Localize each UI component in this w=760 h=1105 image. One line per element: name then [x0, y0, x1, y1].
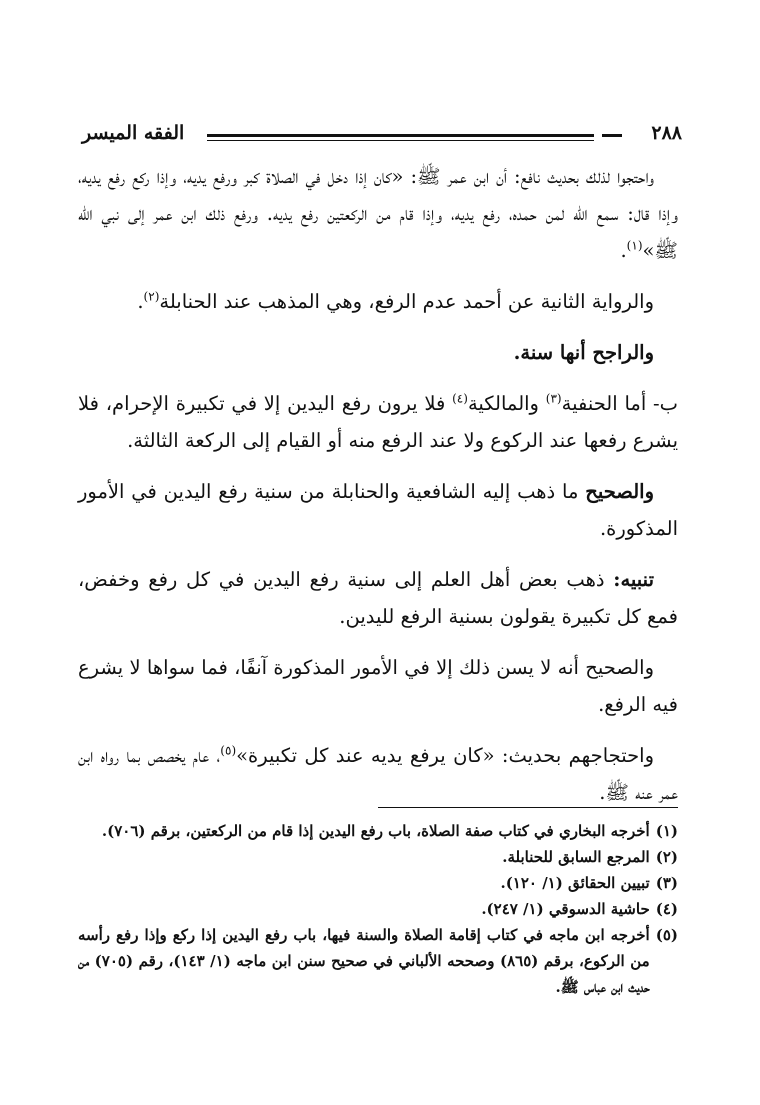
paragraph-8-a: واحتجاجهم بحديث: «كان يرفع يديه عند كل تكبيرة» — [236, 744, 654, 767]
header-dash — [602, 134, 622, 137]
paragraph-6-rest: ذهب بعض أهل العلم إلى سنية رفع اليدين في كل رفع وخفض، فمع كل تكبيرة يقولون بسنية الرفع لليدين. — [78, 568, 678, 628]
footnote-ref-1: (١) — [626, 238, 643, 253]
footnote-2 — [78, 844, 678, 870]
paragraph-5-bold: والصحيح — [585, 480, 654, 503]
paragraph-1-end: . — [620, 239, 627, 262]
footnote-rule — [378, 807, 678, 808]
footnote-ref-3: (٣) — [545, 391, 562, 406]
footnote-text: حاشية الدسوقي (١/ ٢٤٧). — [481, 900, 650, 918]
paragraph-2 — [78, 283, 678, 320]
footnotes — [78, 818, 678, 1000]
header-rule — [207, 134, 594, 137]
paragraph-8 — [78, 737, 678, 811]
footnote-text: أخرجه البخاري في كتاب صفة الصلاة، باب رفع اليدين إذا قام من الركعتين، برقم (٧٠٦). — [101, 822, 650, 840]
book-title: الفقه الميسر — [82, 122, 185, 144]
footnote-ref-5: (٥) — [220, 743, 237, 758]
paragraph-2-text: والرواية الثانية عن أحمد عدم الرفع، وهي المذهب عند الحنابلة — [159, 290, 654, 313]
paragraph-3: والراجح أنها سنة. — [513, 341, 654, 364]
footnote-number: (٥) — [655, 926, 678, 944]
footnote-number: (٣) — [655, 874, 678, 892]
footnote-number: (١) — [655, 822, 678, 840]
footnote-text: أخرجه ابن ماجه في كتاب إقامة الصلاة والسنة فيها، باب رفع اليدين إذا ركع وإذا رفع رأسه من الركوع، برقم (٨٦٥) وصححه الألباني في صحيح سنن ابن ماجه (١/ ١٤٣)، رقم (٧٠٥) من حديث ابن عباس ﷺ. — [78, 926, 650, 996]
footnote-number: (٢) — [655, 848, 678, 866]
footnote-ref-2: (٢) — [143, 289, 160, 304]
footnote-3 — [78, 870, 678, 896]
paragraph-4-b: والمالكية — [467, 392, 546, 415]
paragraph-6-bold: تنبيه: — [613, 568, 654, 591]
main-text — [78, 158, 678, 825]
paragraph-5 — [78, 473, 678, 547]
footnote-text: المرجع السابق للحنابلة. — [502, 848, 650, 866]
footnote-ref-4: (٤) — [452, 391, 468, 406]
paragraph-4-c: فلا يرون رفع اليدين إلا في تكبيرة الإحرام، فلا يشرع رفعها عند الركوع ولا عند الرفع منه أو القيام إلى الركعة الثالثة. — [78, 392, 678, 452]
footnote-4 — [78, 896, 678, 922]
paragraph-5-rest: ما ذهب إليه الشافعية والحنابلة من سنية رفع اليدين في الأمور المذكورة. — [78, 480, 678, 540]
footnote-number: (٤) — [655, 900, 678, 918]
paragraph-8-b: ، عام يخصص بما رواه ابن عمر عنه ﷺ. — [78, 744, 678, 804]
paragraph-2-end: . — [137, 290, 144, 313]
page-number: ٢٨٨ — [651, 122, 682, 144]
page-header — [82, 118, 682, 152]
paragraph-4-a: ب- أما الحنفية — [561, 392, 678, 415]
footnote-1 — [78, 818, 678, 844]
paragraph-1-text: واحتجوا لذلك بحديث نافع: أن ابن عمر ﷺ: «كان إذا دخل في الصلاة كبر ورفع يديه، وإذا ركع رفع يديه، وإذا قال: سمع الله لمن حمده، رفع يديه، وإذا قام من الركعتين رفع يديه. ورفع ذلك ابن عمر إلى نبي الله ﷺ» — [78, 165, 678, 262]
footnote-text: تبيين الحقائق (١/ ١٢٠). — [500, 874, 650, 892]
paragraph-4 — [78, 385, 678, 459]
footnote-5 — [78, 922, 678, 1000]
paragraph-7: والصحيح أنه لا يسن ذلك إلا في الأمور المذكورة آنفًا، فما سواها لا يشرع فيه الرفع. — [78, 656, 678, 716]
paragraph-6 — [78, 561, 678, 635]
paragraph-1 — [78, 158, 678, 269]
